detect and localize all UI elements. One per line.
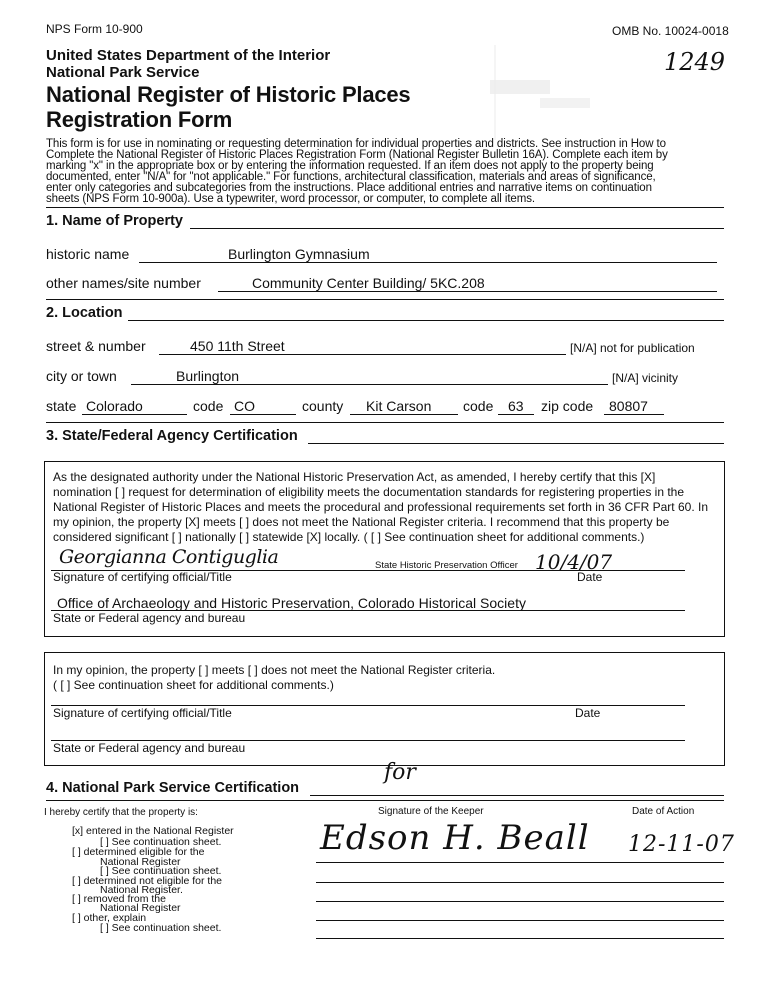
keeper-intro: I hereby certify that the property is:: [44, 807, 198, 818]
agency-label: State or Federal agency and bureau: [53, 611, 246, 625]
signature2-label: Signature of certifying official/Title: [53, 706, 232, 720]
omb-number: OMB No. 10024-0018: [612, 24, 729, 38]
handwritten-date: 10/4/07: [535, 550, 613, 574]
intro-line: marking "x" in the appropriate box or by entering the information requested. If an item does not apply to the property being: [46, 160, 654, 172]
divider: [190, 228, 724, 229]
keeper-line: [316, 862, 724, 863]
section4-heading: 4. National Park Service Certification: [46, 780, 300, 796]
option-eligible-sub[interactable]: [ ] See continuation sheet.: [100, 865, 222, 877]
form-title-line2: Registration Form: [46, 107, 233, 132]
action-date: 12-11-07: [628, 832, 735, 857]
option-eligible-b: National Register: [100, 856, 181, 868]
county-code-label: code: [463, 398, 494, 414]
intro-line: sheets (NPS Form 10-900a). Use a typewriter, word processor, or computer, to complete all items.: [46, 193, 535, 205]
signature-label: Signature of certifying official/Title: [53, 570, 232, 584]
state-value[interactable]: Colorado: [86, 398, 143, 414]
section2-heading: 2. Location: [46, 305, 123, 321]
historic-name-label: historic name: [46, 246, 130, 262]
section1-heading: 1. Name of Property: [46, 213, 183, 229]
keeper-signature: Edson H. Beall: [320, 818, 590, 858]
cert-line: my opinion, the property [X] meets [ ] does not meet the National Register criteria. I recommend that this property be: [53, 515, 670, 529]
opinion-line: In my opinion, the property [ ] meets [ ] does not meet the National Register criteria.: [53, 663, 496, 677]
street-value[interactable]: 450 11th Street: [190, 338, 285, 354]
option-other-sub[interactable]: [ ] See continuation sheet.: [100, 922, 222, 934]
agency-value[interactable]: Office of Archaeology and Historic Preservation, Colorado Historical Society: [57, 595, 526, 611]
city-value[interactable]: Burlington: [176, 368, 240, 384]
intro-line: documented, enter "N/A" for "not applicable." For functions, architectural classification, materials and areas of significance,: [46, 171, 656, 183]
other-names-value[interactable]: Community Center Building/ 5KC.208: [252, 275, 485, 291]
divider: [46, 422, 724, 423]
underline: [82, 414, 187, 415]
underline: [604, 414, 664, 415]
option-entered-sub[interactable]: [ ] See continuation sheet.: [100, 836, 222, 848]
form-number: NPS Form 10-900: [46, 22, 143, 36]
opinion-box: [44, 652, 725, 766]
certification-box: [44, 461, 725, 637]
zip-label: zip code: [541, 398, 594, 414]
keeper-initials: for: [384, 760, 416, 785]
divider: [46, 207, 724, 208]
keeper-line: [316, 882, 724, 883]
underline: [159, 354, 566, 355]
section3-heading: 3. State/Federal Agency Certification: [46, 428, 298, 444]
certification-text: [53, 470, 716, 545]
date2-label: Date: [575, 706, 601, 720]
intro-line: Complete the National Register of Historic Places Registration Form (National Register Bulletin 16A). Complete each item by: [46, 149, 668, 161]
intro-line: enter only categories and subcategories from the instructions. Place additional entries and narrative items on continuation: [46, 182, 652, 194]
historic-name-value[interactable]: Burlington Gymnasium: [228, 246, 370, 262]
action-label: Date of Action: [632, 806, 695, 817]
state-code-value[interactable]: CO: [234, 398, 255, 414]
underline: [139, 262, 717, 263]
department-name: United States Department of the Interior: [46, 47, 331, 64]
service-name: National Park Service: [46, 64, 200, 81]
cert-line: As the designated authority under the National Historic Preservation Act, as amended, I hereby certify that this [X]: [53, 470, 656, 484]
county-label: county: [302, 398, 344, 414]
handwritten-number: 1249: [664, 48, 726, 76]
option-removed[interactable]: [ ] removed from the: [72, 893, 166, 905]
street-label: street & number: [46, 338, 146, 354]
option-removed-b: National Register: [100, 902, 181, 914]
intro-paragraph: [46, 139, 722, 205]
option-not-eligible-b: National Register.: [100, 884, 183, 896]
state-label: state: [46, 398, 77, 414]
county-code-value[interactable]: 63: [508, 398, 524, 414]
handwritten-signature: Georgianna Contiguglia: [59, 546, 279, 568]
keeper-line: [316, 901, 724, 902]
option-eligible[interactable]: [ ] determined eligible for the: [72, 846, 205, 858]
intro-line: This form is for use in nominating or requesting determination for individual properties and districts. See instruction in How to: [46, 138, 666, 150]
vicinity[interactable]: [N/A] vicinity: [612, 371, 679, 385]
underline: [131, 384, 608, 385]
option-not-eligible[interactable]: [ ] determined not eligible for the: [72, 875, 223, 887]
zip-value[interactable]: 80807: [609, 398, 648, 414]
county-value[interactable]: Kit Carson: [366, 398, 432, 414]
underline: [218, 291, 717, 292]
cert-line: considered significant [ ] nationally [ ] statewide [X] locally. ( [ ] See continuation sheet for additional comments.): [53, 530, 645, 544]
divider: [128, 320, 724, 321]
underline: [230, 414, 296, 415]
officer-title: State Historic Preservation Officer: [375, 560, 518, 571]
underline: [350, 414, 458, 415]
cert-line: National Register of Historic Places and meets the procedural and professional requirements set forth in 36 CFR Part 60. In: [53, 500, 708, 514]
other-names-label: other names/site number: [46, 275, 201, 291]
city-label: city or town: [46, 368, 117, 384]
cert-line: nomination [ ] request for determination of eligibility meets the documentation standards for registering properties in the: [53, 485, 685, 499]
option-other[interactable]: [ ] other, explain: [72, 912, 147, 924]
form-title-line1: National Register of Historic Places: [46, 82, 411, 107]
underline: [498, 414, 534, 415]
keeper-label: Signature of the Keeper: [378, 806, 484, 817]
faint-stamp: [480, 40, 610, 150]
divider: [46, 800, 724, 801]
date-label: Date: [577, 570, 603, 584]
state-code-label: code: [193, 398, 224, 414]
keeper-line: [316, 938, 724, 939]
opinion-line: ( [ ] See continuation sheet for additional comments.): [53, 678, 334, 692]
option-entered[interactable]: [x] entered in the National Register: [72, 825, 234, 837]
divider: [308, 443, 724, 444]
not-for-publication[interactable]: [N/A] not for publication: [570, 341, 695, 355]
divider: [46, 299, 724, 300]
keeper-line: [316, 920, 724, 921]
divider: [310, 795, 724, 796]
agency2-label: State or Federal agency and bureau: [53, 741, 246, 755]
